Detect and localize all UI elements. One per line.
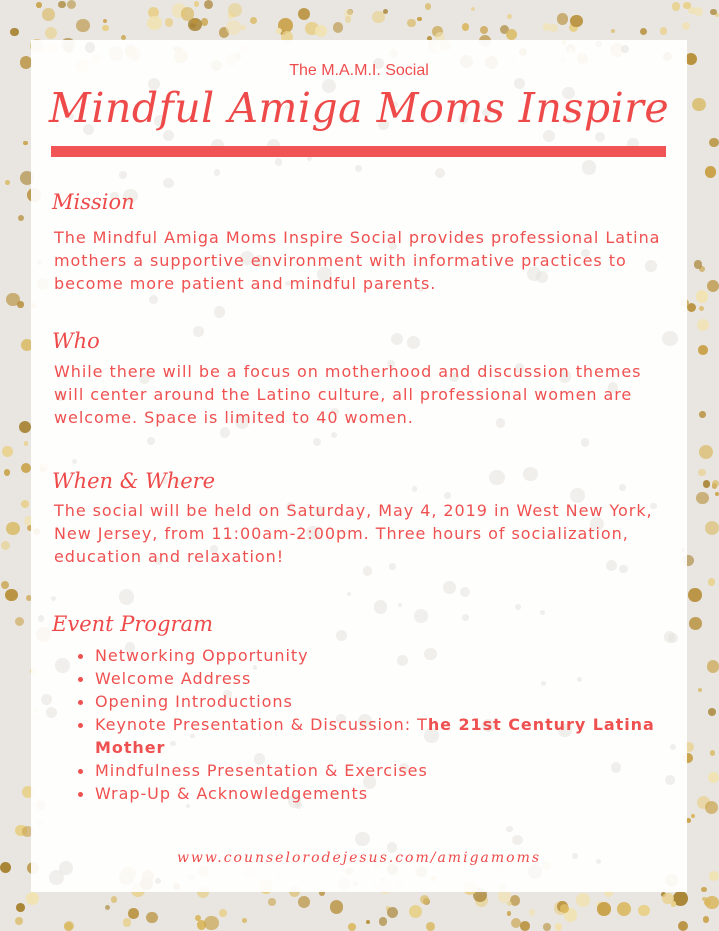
glitter-dot [6, 293, 20, 307]
glitter-dot [560, 904, 569, 913]
glitter-dot [617, 902, 631, 916]
glitter-dot [417, 17, 422, 22]
glitter-dot [709, 138, 719, 148]
glitter-dot [699, 445, 713, 459]
glitter-dot [42, 8, 55, 21]
glitter-dot [5, 589, 18, 602]
glitter-dot [507, 14, 512, 19]
glitter-dot [67, 0, 76, 9]
glitter-dot [701, 887, 706, 892]
when-where-text: The social will be held on Saturday, May 4, 2019 in West New York, New Jersey, from 11:00am-2:00pm. Three hours of socialization, education and relaxation! [54, 501, 653, 566]
glitter-dot [678, 921, 688, 931]
glitter-dot [15, 617, 24, 626]
glitter-dot [64, 921, 74, 931]
event-subtitle: The M.A.M.I. Social [289, 62, 429, 79]
glitter-dot [146, 912, 157, 923]
glitter-dot [699, 306, 704, 311]
flyer-card [31, 40, 687, 892]
glitter-dot [462, 23, 470, 31]
glitter-dot [696, 290, 709, 303]
glitter-dot [111, 896, 117, 902]
glitter-dot [708, 708, 716, 716]
glitter-dot [696, 492, 709, 505]
glitter-dot [228, 3, 243, 18]
glitter-dot [703, 480, 710, 487]
glitter-dot [407, 19, 415, 27]
glitter-dot [204, 0, 213, 9]
glitter-dot [426, 922, 435, 931]
keynote-label: Keynote Presentation & Discussion: T [95, 715, 428, 734]
glitter-dot [570, 15, 582, 27]
glitter-dot [165, 18, 174, 27]
glitter-dot [705, 801, 718, 814]
glitter-dot [23, 141, 28, 146]
glitter-dot [471, 7, 475, 11]
glitter-dot [705, 521, 719, 535]
keynote-topic: he 21st Century Latina Mother [95, 715, 655, 757]
glitter-dot [699, 411, 706, 418]
glitter-dot [698, 688, 702, 692]
glitter-dot [45, 27, 57, 39]
glitter-dot [330, 900, 344, 914]
glitter-dot [195, 915, 201, 921]
program-item: Networking Opportunity [75, 644, 665, 667]
glitter-dot [105, 905, 110, 910]
event-title: Mindful Amiga Moms Inspire [48, 84, 670, 132]
glitter-dot [715, 492, 719, 496]
glitter-dot [26, 892, 39, 905]
event-program-heading: Event Program [52, 612, 213, 636]
mission-text: The Mindful Amiga Moms Inspire Social provides professional Latina mothers a supportive environment with informative practices to become more patient and mindful parents. [54, 228, 661, 293]
glitter-dot [698, 345, 708, 355]
glitter-dot [480, 26, 489, 35]
glitter-dot [611, 29, 615, 33]
glitter-dot [507, 901, 512, 906]
glitter-dot [345, 16, 352, 23]
glitter-dot [298, 8, 310, 20]
glitter-dot [4, 469, 11, 476]
glitter-dot [6, 522, 20, 536]
glitter-dot [712, 480, 719, 487]
program-item: Wrap-Up & Acknowledgements [75, 782, 665, 805]
program-item: Welcome Address [75, 667, 665, 690]
glitter-dot [366, 920, 370, 924]
glitter-dot [268, 898, 276, 906]
glitter-dot [204, 916, 218, 930]
glitter-dot [425, 3, 432, 10]
glitter-dot [694, 7, 703, 16]
glitter-dot [506, 29, 517, 40]
glitter-dot [333, 22, 343, 32]
glitter-dot [58, 1, 65, 8]
glitter-dot [102, 25, 108, 31]
glitter-dot [698, 469, 706, 477]
glitter-dot [710, 750, 716, 756]
glitter-dot [76, 19, 90, 33]
glitter-dot [688, 588, 702, 602]
glitter-dot [315, 25, 327, 37]
glitter-dot [226, 20, 241, 35]
glitter-dot [409, 905, 422, 918]
glitter-dot [576, 893, 590, 907]
program-item: Opening Introductions [75, 690, 665, 713]
glitter-dot [21, 463, 31, 473]
glitter-dot [682, 22, 691, 31]
glitter-dot [705, 166, 717, 178]
glitter-dot [671, 901, 677, 907]
glitter-dot [555, 923, 563, 931]
glitter-dot [383, 9, 388, 14]
glitter-dot [692, 98, 706, 112]
glitter-dot [597, 902, 610, 915]
title-divider [51, 146, 666, 157]
glitter-dot [15, 917, 23, 925]
glitter-dot [240, 25, 246, 31]
glitter-dot [543, 923, 551, 931]
program-item: Mindfulness Presentation & Exercises [75, 759, 665, 782]
glitter-dot [1, 581, 9, 589]
glitter-dot [672, 2, 681, 11]
glitter-dot [691, 814, 695, 818]
program-item-keynote [75, 713, 665, 759]
glitter-dot [379, 917, 388, 926]
who-heading: Who [52, 329, 100, 353]
glitter-dot [507, 911, 511, 915]
glitter-dot [298, 896, 310, 908]
glitter-dot [121, 35, 126, 40]
glitter-dot [387, 907, 398, 918]
glitter-dot [697, 319, 709, 331]
glitter-dot [520, 921, 530, 931]
glitter-dot [201, 18, 209, 26]
glitter-dot [694, 260, 703, 269]
who-text: While there will be a focus on motherhood and discussion themes will center around the Latino culture, all professional women are welcome. Space is limited to 40 women. [54, 362, 642, 427]
glitter-dot [194, 1, 200, 7]
glitter-dot [147, 16, 162, 31]
glitter-dot [242, 918, 247, 923]
glitter-dot [638, 905, 650, 917]
glitter-dot [24, 441, 28, 445]
glitter-dot [704, 899, 711, 906]
glitter-dot [19, 421, 31, 433]
glitter-dot [2, 446, 12, 456]
glitter-dot [123, 918, 132, 927]
glitter-dot [36, 2, 41, 7]
event-program-list [75, 644, 665, 805]
glitter-dot [5, 180, 9, 184]
glitter-dot [103, 19, 107, 23]
glitter-dot [683, 2, 690, 9]
glitter-dot [276, 28, 282, 34]
glitter-dot [708, 772, 719, 783]
glitter-dot [529, 909, 535, 915]
glitter-dot [0, 862, 11, 873]
glitter-dot [128, 908, 138, 918]
glitter-dot [707, 660, 719, 672]
glitter-dot [689, 617, 702, 630]
glitter-dot [708, 578, 715, 585]
glitter-dot [709, 871, 719, 881]
glitter-dot [549, 24, 557, 32]
when-where-heading: When & Where [52, 469, 216, 493]
website-link[interactable]: www.counselorodejesus.com/amigamoms [176, 850, 542, 866]
glitter-dot [16, 903, 25, 912]
glitter-dot [250, 17, 257, 24]
glitter-dot [1, 541, 10, 550]
glitter-dot [21, 500, 29, 508]
glitter-dot [348, 923, 356, 931]
glitter-dot [703, 916, 710, 923]
glitter-dot [707, 280, 719, 292]
glitter-dot [10, 28, 19, 37]
glitter-dot [640, 28, 647, 35]
glitter-dot [557, 13, 568, 24]
glitter-dot [660, 27, 668, 35]
glitter-dot [219, 909, 227, 917]
mission-heading: Mission [52, 190, 135, 214]
glitter-dot [18, 215, 24, 221]
glitter-dot [181, 7, 194, 20]
